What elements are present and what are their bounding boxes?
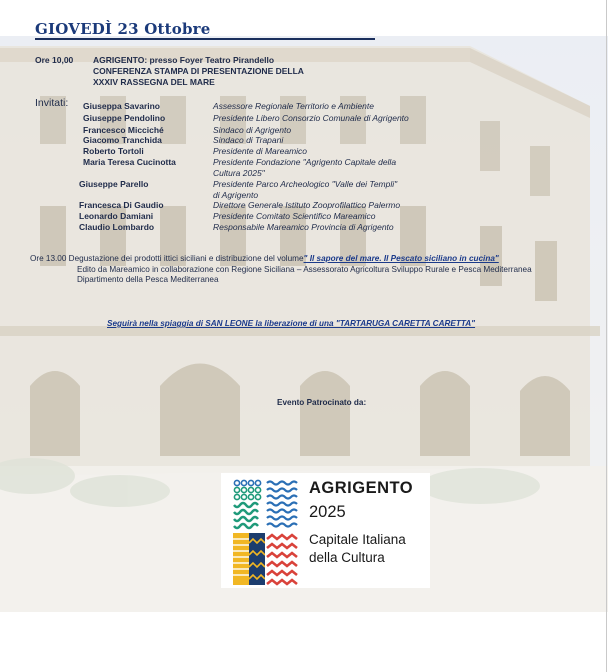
logo-tagline-2: della Cultura [309,550,385,565]
invited-role: Assessore Regionale Territorio e Ambiente [213,101,374,111]
event1-time: Ore 10,00 [35,55,74,65]
invited-name: Giacomo Tranchida [83,135,162,145]
invited-role-cont: di Agrigento [213,190,259,200]
logo-city: AGRIGENTO [309,479,414,497]
event2-line3: Dipartimento della Pesca Mediterranea [77,275,219,284]
agrigento-2025-logo [221,473,430,588]
invited-role: Direttore Generale Istituto Zooprofilattico Palermo [213,200,401,210]
invited-role: Presidente Fondazione "Agrigento Capitale della [213,157,397,167]
invited-role: Presidente Parco Archeologico "Valle dei Templi" [213,179,398,189]
invited-role: Responsabile Mareamico Provincia di Agrigento [213,222,394,232]
event2-line1 [30,254,499,264]
invited-name: Giuseppe Pendolino [83,113,166,123]
event1-line1: AGRIGENTO: presso Foyer Teatro Pirandello [93,55,275,65]
invited-name: Francesco Micciché [83,125,164,135]
event2-description: Ore 13.00 Degustazione dei prodotti ittici siciliani e distribuzione del volume [30,254,304,263]
invited-name: Claudio Lombardo [79,222,155,232]
turtle-release-link[interactable]: Seguirà nella spiaggia di SAN LEONE la liberazione di una "TARTARUGA CARETTA CARETTA" [107,319,476,328]
invited-name: Giuseppa Savarino [83,101,160,111]
event2-line2: Edito da Mareamico in collaborazione con Regione Siciliana – Assessorato Agricoltura Sviluppo Rurale e Pesca Mediterranea [77,265,532,274]
logo-year: 2025 [309,503,346,521]
invited-role: Sindaco di Agrigento [213,125,292,135]
invited-role: Presidente di Mareamico [213,146,308,156]
invited-name: Maria Teresa Cucinotta [83,157,176,167]
page-edge [606,0,607,672]
sponsor-label: Evento Patrocinato da: [277,398,367,407]
title-underline [35,38,375,40]
page-bottom-margin [0,612,606,672]
invited-role-cont: Cultura 2025" [213,168,265,178]
invited-name: Leonardo Damiani [79,211,154,221]
invited-role: Presidente Comitato Scientifico Mareamico [213,211,376,221]
invited-name: Francesca Di Gaudio [79,200,164,210]
invited-role: Sindaco di Trapani [213,135,284,145]
invited-role: Presidente Libero Consorzio Comunale di Agrigento [213,113,409,123]
invited-name: Giuseppe Parello [79,179,149,189]
day-title: GIOVEDÌ 23 Ottobre [35,20,211,38]
logo-tagline-1: Capitale Italiana [309,532,406,547]
invited-label: Invitati: [35,97,69,109]
book-title-link[interactable]: " Il sapore del mare. Il Pescato siciliano in cucina" [303,254,499,263]
event1-line2: CONFERENZA STAMPA DI PRESENTAZIONE DELLA [93,66,304,76]
invited-name: Roberto Tortoli [83,146,144,156]
event1-line3: XXXIV RASSEGNA DEL MARE [93,77,215,87]
